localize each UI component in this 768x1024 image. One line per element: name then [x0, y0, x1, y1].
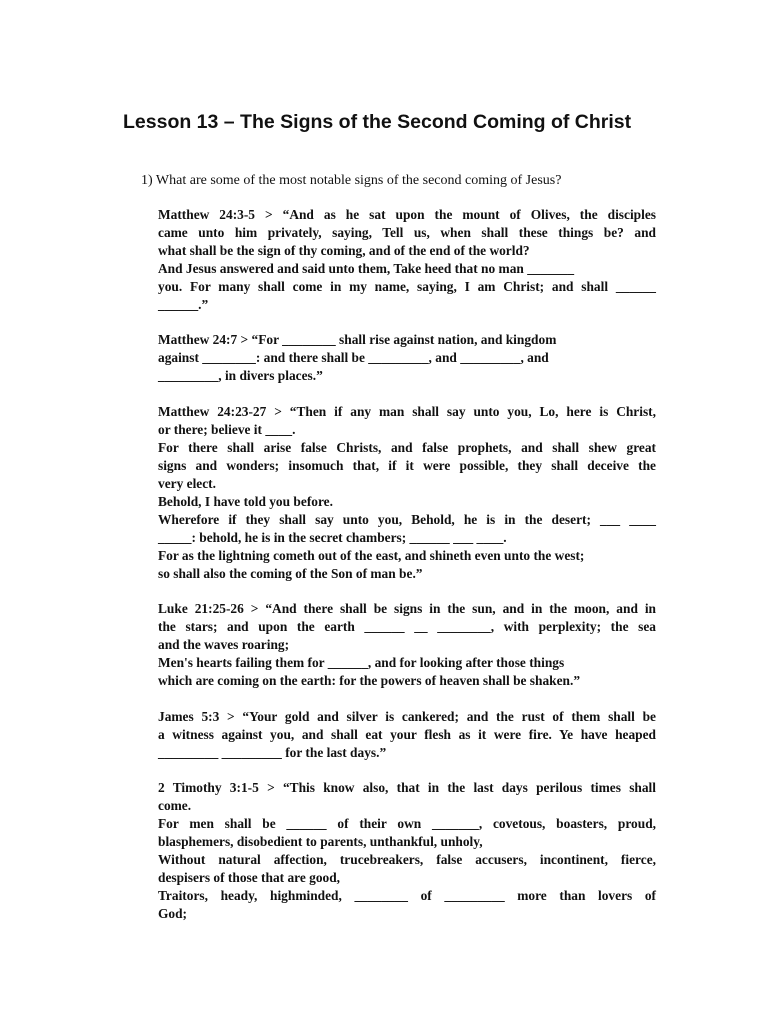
passage-line: against ________: and there shall be _________, and _________, and [158, 350, 549, 365]
passage-line: Men's hearts failing them for ______, and for looking after those things [158, 655, 565, 670]
passage-line: and the waves roaring; [158, 637, 290, 652]
passage-line: you. For many shall come in my name, saying, I am Christ; and shall ______ [158, 279, 656, 294]
passage-line: what shall be the sign of thy coming, and of the end of the world? [158, 243, 530, 258]
passage-line: despisers of those that are good, [158, 870, 341, 885]
question-text: 1) What are some of the most notable signs of the second coming of Jesus? [141, 173, 562, 188]
passage-line: And Jesus answered and said unto them, Take heed that no man _______ [158, 261, 575, 276]
passage-line: signs and wonders; insomuch that, if it were possible, they shall deceive the [158, 458, 656, 473]
passage-line: the stars; and upon the earth ______ __ ________, with perplexity; the sea [158, 619, 656, 634]
passage-line: For as the lightning cometh out of the east, and shineth even unto the west; [158, 548, 585, 563]
passage-line: God; [158, 906, 188, 921]
passage-line: Wherefore if they shall say unto you, Behold, he is in the desert; ___ ____ [158, 512, 656, 527]
passage-line: _____: behold, he is in the secret chambers; ______ ___ ____. [158, 530, 507, 545]
passage-line: Luke 21:25-26 > “And there shall be signs in the sun, and in the moon, and in [158, 601, 656, 616]
passage-matthew-24-3-5 [158, 206, 656, 314]
passage-line: so shall also the coming of the Son of man be.” [158, 566, 423, 581]
lesson-title: Lesson 13 – The Signs of the Second Coming of Christ [123, 111, 632, 133]
passage-line: Behold, I have told you before. [158, 494, 333, 509]
passage-line: 2 Timothy 3:1-5 > “This know also, that in the last days perilous times shall [158, 780, 656, 795]
passage-luke-21-25-26 [158, 600, 656, 690]
passage-line: came unto him privately, saying, Tell us, when shall these things be? and [158, 225, 656, 240]
passage-line: James 5:3 > “Your gold and silver is cankered; and the rust of them shall be [158, 709, 656, 724]
passage-line: Matthew 24:7 > “For ________ shall rise against nation, and kingdom [158, 332, 557, 347]
passage-line: blasphemers, disobedient to parents, unthankful, unholy, [158, 834, 483, 849]
passage-line: or there; believe it ____. [158, 422, 296, 437]
passage-line: Traitors, heady, highminded, ________ of _________ more than lovers of [158, 888, 656, 903]
passage-matthew-24-7 [158, 331, 656, 385]
passage-line: come. [158, 798, 192, 813]
passage-line: very elect. [158, 476, 216, 491]
passage-line: For men shall be ______ of their own _______, covetous, boasters, proud, [158, 816, 656, 831]
passage-line: For there shall arise false Christs, and false prophets, and shall shew great [158, 440, 656, 455]
passage-line: ______.” [158, 297, 209, 312]
passage-matthew-24-23-27 [158, 403, 656, 583]
passage-line: _________, in divers places.” [158, 368, 323, 383]
passage-line: Without natural affection, trucebreakers, false accusers, incontinent, fierce, [158, 852, 656, 867]
passage-line: _________ _________ for the last days.” [158, 745, 387, 760]
passage-line: Matthew 24:23-27 > “Then if any man shall say unto you, Lo, here is Christ, [158, 404, 656, 419]
passage-line: a witness against you, and shall eat your flesh as it were fire. Ye have heaped [158, 727, 656, 742]
passage-2-timothy-3-1-5 [158, 779, 656, 923]
passage-james-5-3 [158, 708, 656, 762]
passage-line: which are coming on the earth: for the powers of heaven shall be shaken.” [158, 673, 581, 688]
passage-line: Matthew 24:3-5 > “And as he sat upon the mount of Olives, the disciples [158, 207, 656, 222]
